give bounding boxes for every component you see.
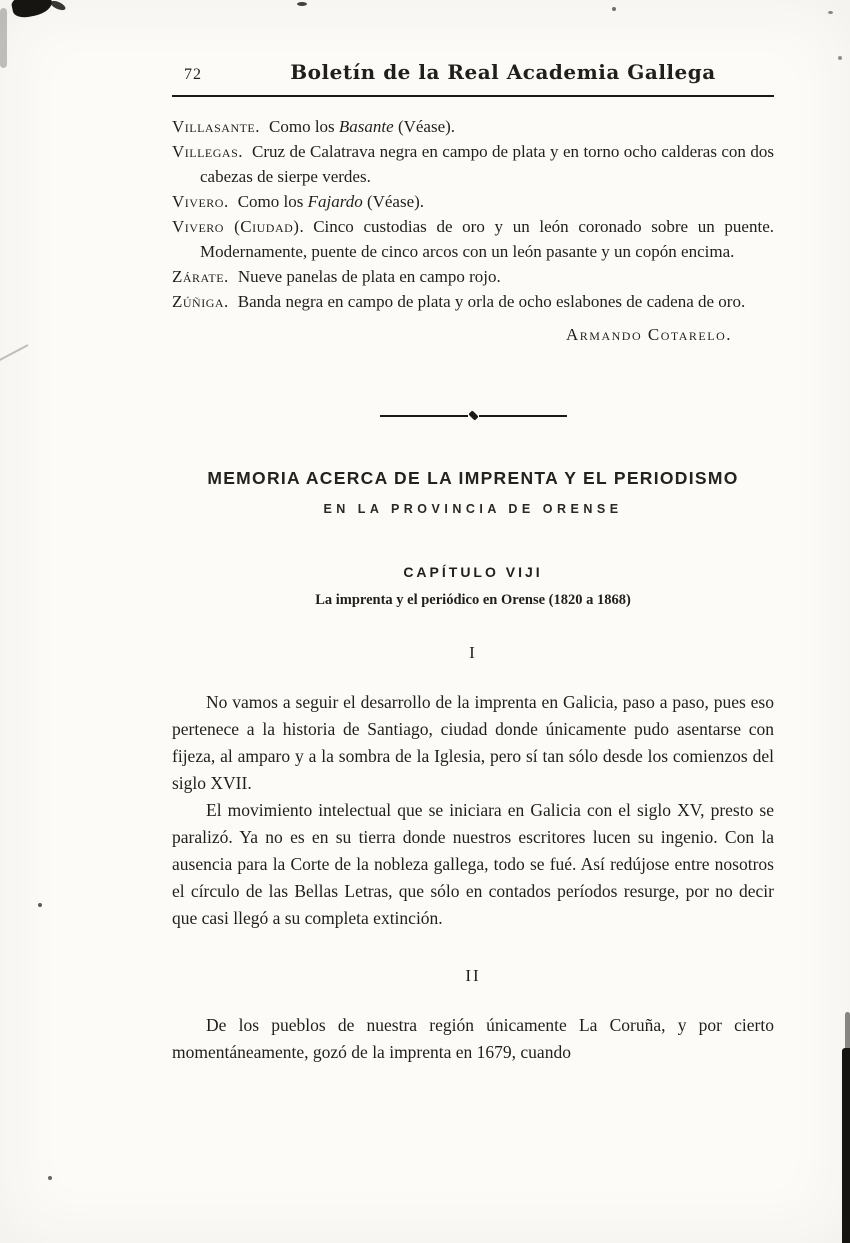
entry [172,189,774,214]
entry [172,214,774,264]
scan-artifact-speck [38,903,42,907]
article-subtitle: EN LA PROVINCIA DE ORENSE [323,502,623,516]
scan-artifact-speck [828,11,833,14]
entry-term: Vivero (Ciudad). [172,217,305,236]
entry-term: Villegas. [172,142,244,161]
entry-text: Banda negra en campo de plata y orla de ocho eslabones de cadena de oro. [237,292,746,311]
chapter-subtitle: La imprenta y el periódico en Orense (1820 a 1868) [315,592,631,608]
header-rule [172,95,774,97]
scan-artifact-speck [297,2,307,6]
author-signature: Armando Cotarelo. [566,325,732,344]
divider-line [380,415,468,417]
entry-text: Fajardo [307,192,363,211]
section-heading: I [469,643,477,662]
entry [172,289,774,314]
entry-text: Basante [338,117,394,136]
scan-artifact-right-edge-fade [845,1012,850,1052]
entry-text: Como los [237,192,308,211]
article-sections [172,643,774,1066]
scan-artifact-right-edge [842,1048,850,1243]
divider-line [479,415,567,417]
entry [172,114,774,139]
scan-artifact-speck [838,56,842,60]
scan-artifact-corner-mark [49,0,66,12]
page-content [172,60,774,1066]
running-title: Boletín de la Real Academia Gallega [290,60,716,84]
entry-text: (Véase). [393,117,456,136]
entry-term: Zúñiga. [172,292,229,311]
entry-text: Como los [269,117,339,136]
entry-text: (Véase). [362,192,425,211]
entry-term: Vivero. [172,192,229,211]
entry-term: Villasante. [172,117,261,136]
article-title: MEMORIA ACERCA DE LA IMPRENTA Y EL PERIODISMO [207,468,739,488]
paragraph: De los pueblos de nuestra región únicamente La Coruña, y por cierto momentáneamente, gozó de la imprenta en 1679, cuando [172,1015,774,1062]
scan-artifact-corner-blob [10,0,54,20]
section-divider [172,411,774,420]
scan-artifact-speck [612,7,616,11]
entry-text: Nueve panelas de plata en campo rojo. [237,267,501,286]
entry [172,139,774,189]
scan-artifact-streak [0,344,28,362]
heraldry-entries [172,114,774,314]
section-heading: II [465,966,481,985]
entry [172,264,774,289]
divider-diamond-icon [468,410,478,420]
entry-text: Cinco custodias de oro y un león coronado sobre un puente. Modernamente, puente de cinco arcos con un león pasante y un copón encima. [200,217,774,261]
scan-artifact-speck [48,1176,52,1180]
paragraph: No vamos a seguir el desarrollo de la imprenta en Galicia, paso a paso, pues eso pertenece a la historia de Santiago, ciudad donde únicamente pudo asentarse con fijeza, al amparo y a la sombra de la Iglesia, pero sí tan sólo desde los comienzos del siglo XVII. [172,692,774,793]
entry-term: Zárate. [172,267,229,286]
entry-text: Cruz de Calatrava negra en campo de plata y en torno ocho calderas con dos cabezas de sierpe verdes. [200,142,774,186]
scan-artifact-left-edge [0,8,7,68]
chapter-title: CAPÍTULO VIJI [403,564,543,580]
paragraph: El movimiento intelectual que se iniciara en Galicia con el siglo XV, presto se paralizó. Ya no es en su tierra donde nuestros escritores lucen su ingenio. Con la ausencia para la Corte de la nobleza gallega, todo se fué. Así redújose entre nosotros el círculo de las Bellas Letras, que sólo en contados períodos resurge, por no decir que casi llegó a su completa extinción. [172,800,774,928]
page-number: 72 [184,66,202,83]
page-header [172,60,774,90]
